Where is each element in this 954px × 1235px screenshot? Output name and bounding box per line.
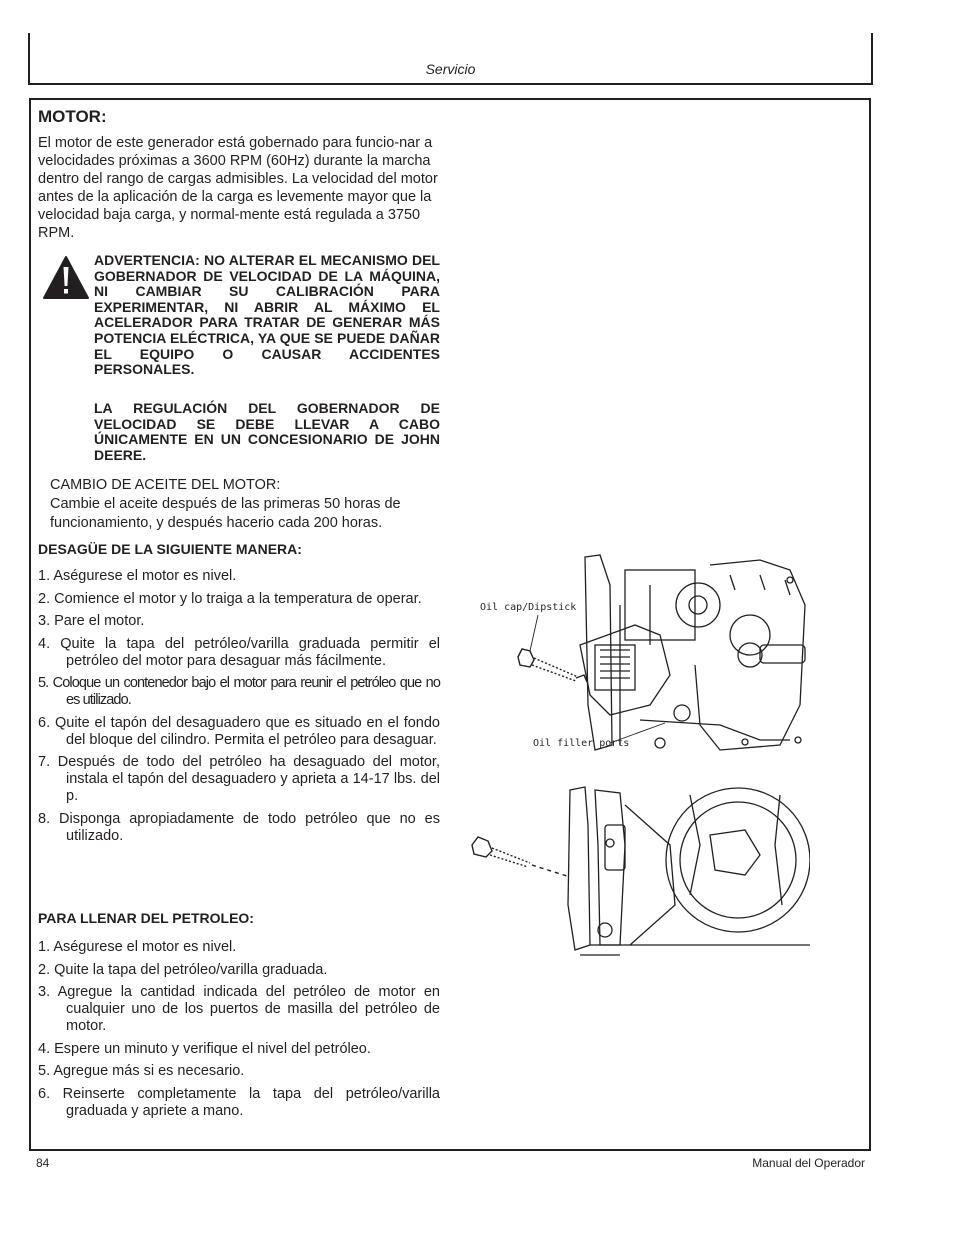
section-title: Servicio (425, 61, 476, 77)
list-item: 6. Reinserte completamente la tapa del petróleo/varilla graduada y apriete a mano. (38, 1085, 440, 1119)
list-item: 5. Agregue más si es necesario. (38, 1063, 245, 1079)
list-item: 4. Espere un minuto y verifique el nivel del petróleo. (38, 1040, 371, 1057)
callout-filler-ports: Oil filler ports (533, 738, 630, 749)
oil-change-block (50, 476, 450, 533)
list-item: 2. Quite la tapa del petróleo/varilla graduada. (38, 961, 328, 978)
oil-change-heading: CAMBIO DE ACEITE DEL MOTOR: (50, 477, 281, 493)
warning-text-dealer: LA REGULACIÓN DEL GOBERNADOR DE VELOCIDAD SE DEBE LLEVAR A CABO ÚNICAMENTE EN UN CONCESIONARIO DE JOHN DEERE. (94, 400, 440, 463)
dipstick-upper (518, 649, 587, 682)
list-item: 7. Después de todo del petróleo ha desaguado del motor, instala el tapón del desaguadero y aprieta a 14-17 lbs. del p. (38, 754, 440, 804)
list-item: 8. Disponga apropiadamente de todo petróleo que no es utilizado. (38, 810, 440, 844)
list-item: 3. Pare el motor. (38, 613, 145, 629)
engine-oil-illustration (460, 545, 810, 965)
dipstick-lower (472, 837, 570, 877)
fill-heading: PARA LLENAR DEL PETROLEO: (38, 910, 254, 926)
fill-steps-list (38, 939, 440, 1125)
list-item: 6. Quite el tapón del desaguadero que es situado en el fondo del bloque del cilindro. Permita el petróleo para desaguar. (38, 714, 440, 748)
drain-steps-list (38, 568, 440, 850)
drain-heading: DESAGÜE DE LA SIGUIENTE MANERA: (38, 541, 302, 557)
warning-text-governor: ADVERTENCIA: NO ALTERAR EL MECANISMO DEL GOBERNADOR DE VELOCIDAD DE LA MÁQUINA, NI CAMBIAR SU CALIBRACIÓN PARA EXPERIMENTAR, NI ABRIR AL MÁXIMO EL ACELERADOR PARA TRATAR DE GENERAR MÁS POTENCIA ELÉCTRICA, YA QUE SE PUEDE DAÑAR EL EQUIPO O CAUSAR ACCIDENTES PERSONALES. (94, 252, 440, 378)
manual-title: Manual del Operador (752, 1156, 865, 1170)
motor-heading: MOTOR: (38, 107, 107, 126)
list-item: 1. Aségurese el motor es nivel. (38, 568, 237, 584)
list-item: 2. Comience el motor y lo traiga a la temperatura de operar. (38, 590, 422, 607)
motor-intro: El motor de este generador está gobernado para funcio-nar a velocidades próximas a 3600 RPM (60Hz) durante la marcha dentro del rango de cargas admisibles. La velocidad del motor antes de la aplicación de la carga es levemente mayor que la velocidad baja carga, y normal-mente está regulada a 3750 RPM. (38, 135, 438, 241)
engine-lower-drawing (568, 787, 810, 955)
engine-upper-drawing (580, 555, 805, 750)
list-item: 1. Aségurese el motor es nivel. (38, 939, 237, 955)
page-header (28, 33, 873, 85)
callout-dipstick: Oil cap/Dipstick (480, 602, 577, 613)
list-item: 5. Coloque un contenedor bajo el motor para reunir el petróleo que no es utilizado. (38, 675, 440, 708)
list-item: 4. Quite la tapa del petróleo/varilla graduada permitir el petróleo del motor para desaguar más fácilmente. (38, 635, 440, 669)
oil-change-text: Cambie el aceite después de las primeras 50 horas de funcionamiento, y después hacerio cada 200 horas. (50, 496, 401, 531)
page-number: 84 (36, 1156, 50, 1170)
list-item: 3. Agregue la cantidad indicada del petróleo de motor en cualquier uno de los puertos de masilla del petróleo de motor. (38, 984, 440, 1034)
warning-triangle-icon (42, 255, 90, 301)
